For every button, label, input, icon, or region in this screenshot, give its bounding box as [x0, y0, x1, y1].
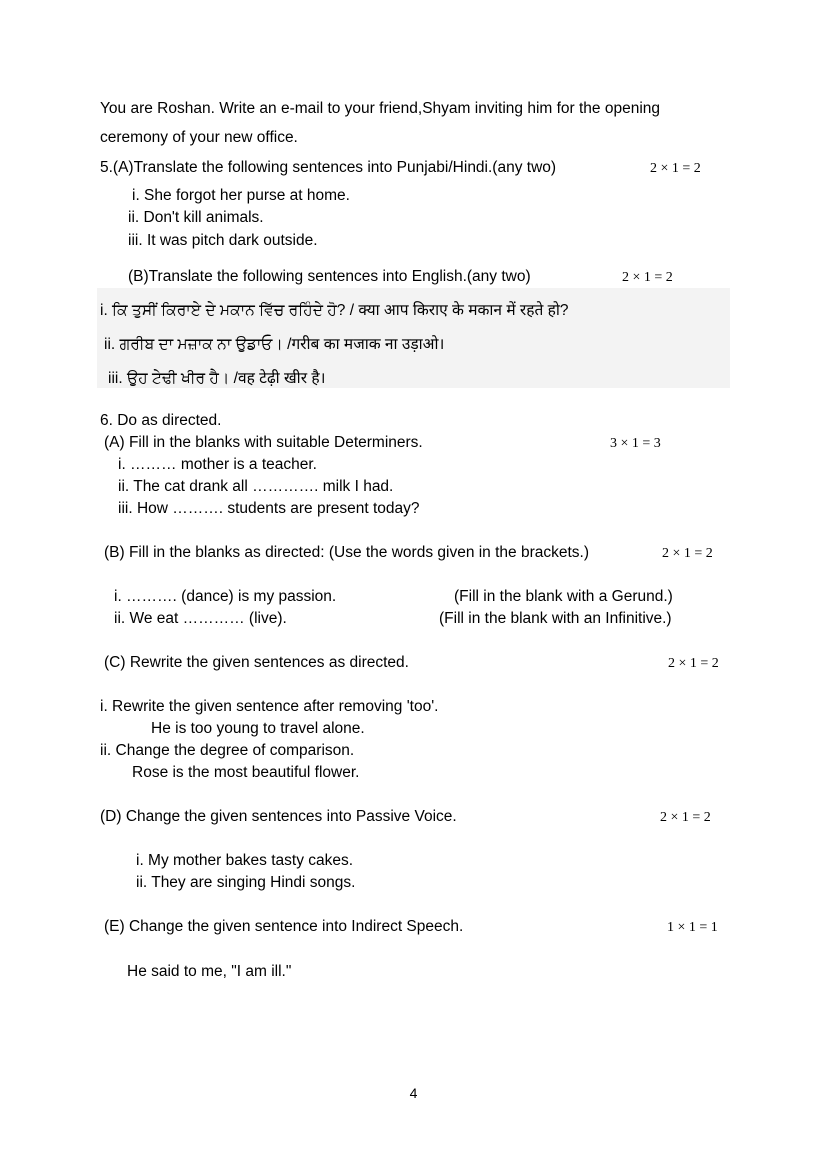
- q6e-item: He said to me, "I am ill.": [127, 963, 292, 980]
- q6e-heading: (E) Change the given sentence into Indirect Speech.: [104, 918, 464, 935]
- q6d-item-1: i. My mother bakes tasty cakes.: [136, 852, 354, 869]
- page-number: 4: [409, 1085, 418, 1101]
- q5a-item-2: ii. Don't kill animals.: [128, 209, 264, 226]
- q6a-heading: (A) Fill in the blanks with suitable Determiners.: [104, 434, 423, 451]
- q6b-item-2-instruction: (Fill in the blank with an Infinitive.): [439, 610, 672, 627]
- q4-line-2: ceremony of your new office.: [100, 129, 298, 146]
- q6d-item-2: ii. They are singing Hindi songs.: [136, 874, 356, 891]
- q5a-marks: 2 × 1 = 2: [650, 161, 701, 176]
- q6b-item-1-instruction: (Fill in the blank with a Gerund.): [454, 588, 673, 605]
- q5b-item-3: iii. ਉਹ ਟੇਢੀ ਖੀਰ ਹੈ। /वह टेढ़ी खीर है।: [108, 370, 326, 387]
- q6a-item-1: i. ……… mother is a teacher.: [118, 456, 317, 473]
- q6c-item-2-sentence: Rose is the most beautiful flower.: [132, 764, 360, 781]
- q6a-item-2: ii. The cat drank all …………. milk I had.: [118, 478, 394, 495]
- q6-heading: 6. Do as directed.: [100, 412, 222, 429]
- q5b-item-2: ii. ਗਰੀਬ ਦਾ ਮਜ਼ਾਕ ਨਾ ਉਡਾਓ। /गरीब का मजाक ना उड़ाओ।: [104, 336, 445, 353]
- q5b-item-1: i. ਕਿ ਤੁਸੀਂ ਕਿਰਾਏ ਦੇ ਮਕਾਨ ਵਿੱਚ ਰਹਿੰਦੇ ਹੋ? / क्या आप किराए के मकान में रहते हो?: [100, 302, 569, 319]
- q5a-item-3: iii. It was pitch dark outside.: [128, 232, 318, 249]
- q6e-marks: 1 × 1 = 1: [667, 920, 718, 935]
- q5a-heading: 5.(A)Translate the following sentences into Punjabi/Hindi.(any two): [100, 159, 557, 176]
- q5b-marks: 2 × 1 = 2: [622, 270, 673, 285]
- q6b-heading: (B) Fill in the blanks as directed: (Use the words given in the brackets.): [104, 544, 590, 561]
- q6b-item-1: i. ………. (dance) is my passion.: [114, 588, 337, 605]
- q6a-marks: 3 × 1 = 3: [610, 436, 661, 451]
- q6b-item-2: ii. We eat ………… (live).: [114, 610, 287, 627]
- q6b-marks: 2 × 1 = 2: [662, 546, 713, 561]
- q5a-item-1: i. She forgot her purse at home.: [132, 187, 350, 204]
- q6d-heading: (D) Change the given sentences into Passive Voice.: [100, 808, 457, 825]
- q6c-item-1-sentence: He is too young to travel alone.: [151, 720, 365, 737]
- q5b-heading: (B)Translate the following sentences into English.(any two): [128, 268, 531, 285]
- q6d-marks: 2 × 1 = 2: [660, 810, 711, 825]
- q4-line-1: You are Roshan. Write an e-mail to your friend,Shyam inviting him for the opening: [100, 100, 661, 117]
- q6a-item-3: iii. How ………. students are present today?: [118, 500, 420, 517]
- q6c-item-2-instruction: ii. Change the degree of comparison.: [100, 742, 355, 759]
- q6c-heading: (C) Rewrite the given sentences as directed.: [104, 654, 409, 671]
- q6c-marks: 2 × 1 = 2: [668, 656, 719, 671]
- q6c-item-1-instruction: i. Rewrite the given sentence after removing 'too'.: [100, 698, 439, 715]
